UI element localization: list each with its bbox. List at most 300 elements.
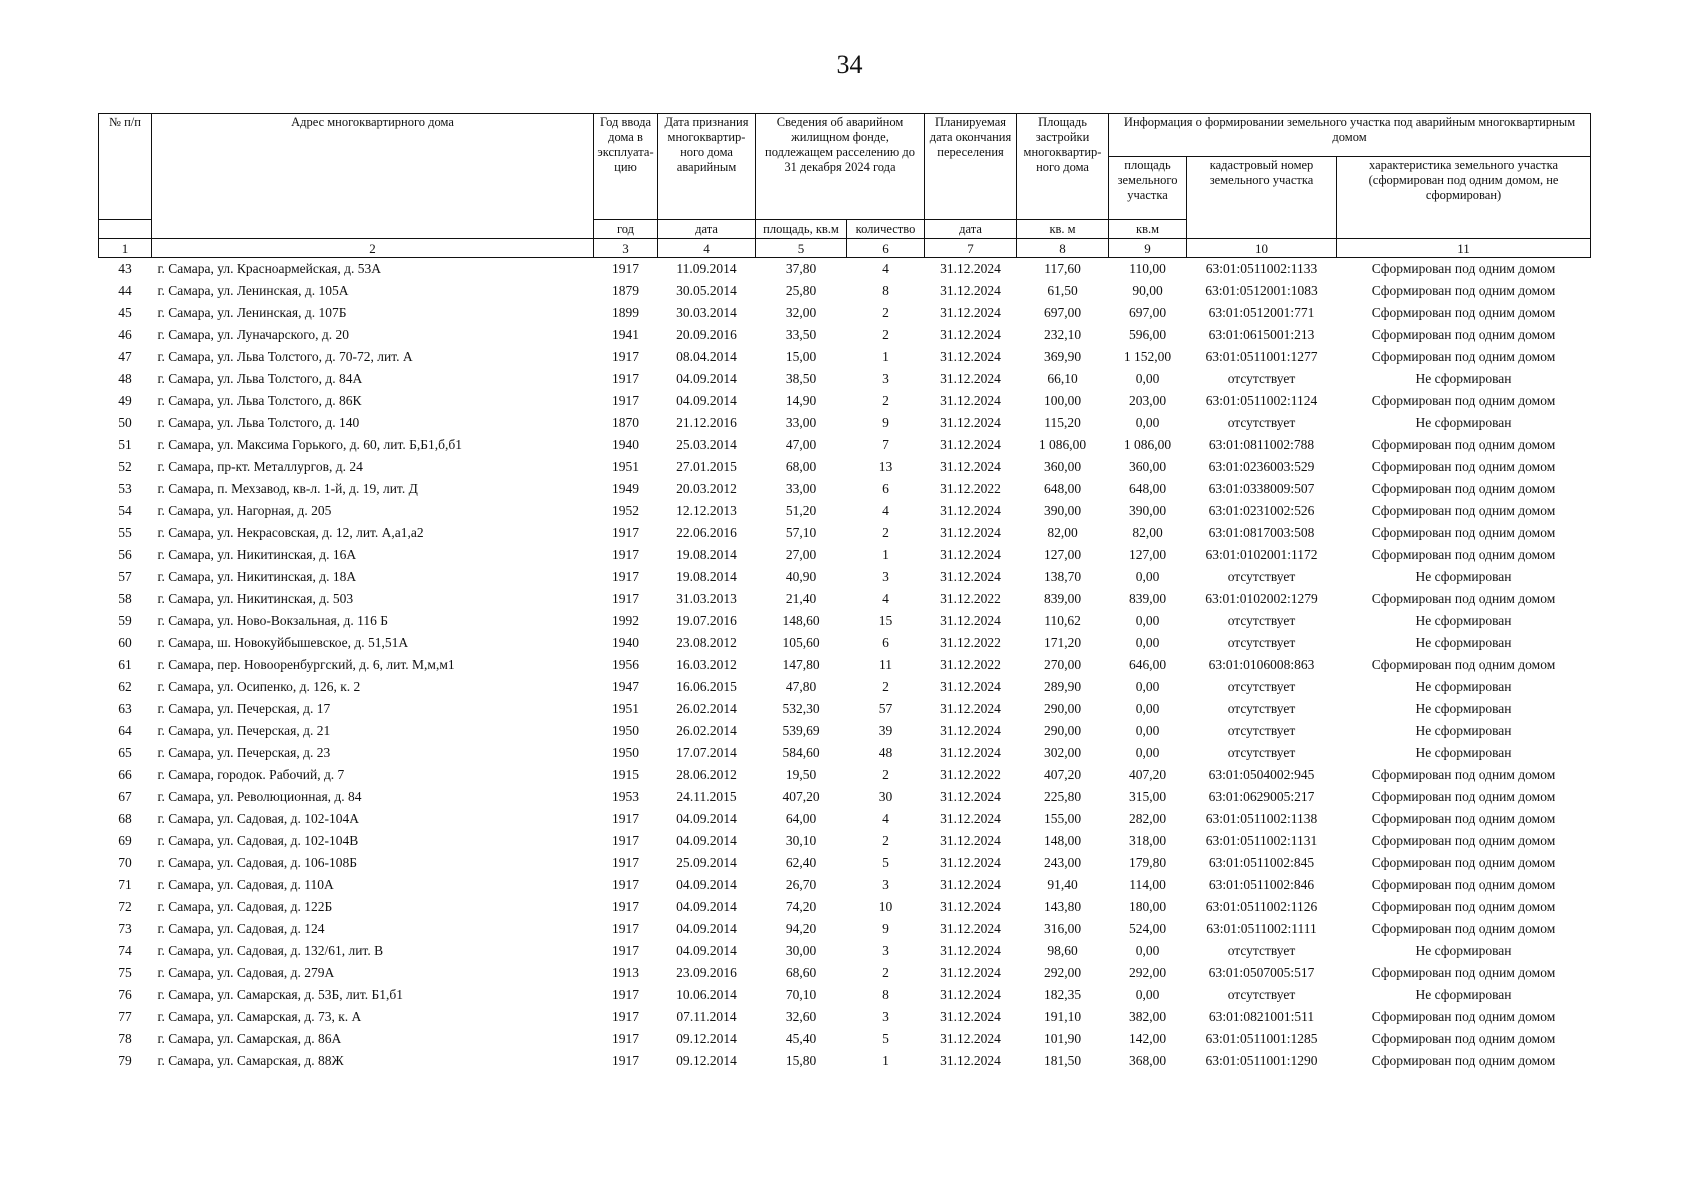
cell-address: г. Самара, городок. Рабочий, д. 7 (157, 767, 345, 782)
cell-land-area: 697,00 (1128, 305, 1167, 320)
cell-count: 2 (882, 305, 889, 320)
header-land-plot-info: Информация о формировании земельного участка под аварийным многоквартирным домом (1109, 114, 1591, 157)
cell-land-status: Сформирован под одним домом (1371, 855, 1556, 870)
cell-land-area: 179,80 (1128, 855, 1167, 870)
cell-emergency-date: 04.09.2014 (676, 371, 737, 386)
table-row (99, 962, 1591, 984)
cell-year-built: 1947 (612, 679, 639, 694)
cell-address: г. Самара, ш. Новокуйбышевское, д. 51,51А (157, 635, 409, 650)
column-number: 7 (925, 239, 1017, 258)
cell-count: 5 (882, 1031, 889, 1046)
cell-building-area: 91,40 (1047, 877, 1078, 892)
cell-cadastral-number: отсутствует (1227, 745, 1296, 760)
column-number: 5 (756, 239, 847, 258)
cell-area: 19,50 (785, 767, 817, 782)
cell-planned-date: 31.12.2022 (940, 635, 1001, 650)
cell-emergency-date: 04.09.2014 (676, 877, 737, 892)
emergency-housing-table (98, 113, 1591, 1072)
table-row (99, 412, 1591, 434)
cell-cadastral-number: отсутствует (1227, 569, 1296, 584)
table-row (99, 1006, 1591, 1028)
cell-cadastral-number: 63:01:0504002:945 (1208, 767, 1315, 782)
cell-count: 30 (878, 789, 893, 804)
cell-area: 584,60 (782, 745, 820, 760)
cell-land-status: Сформирован под одним домом (1371, 899, 1556, 914)
cell-cadastral-number: отсутствует (1227, 723, 1296, 738)
cell-land-area: 0,00 (1135, 371, 1160, 386)
cell-address: г. Самара, п. Мехзавод, кв-л. 1-й, д. 19, лит. Д (157, 481, 418, 496)
cell-land-area: 0,00 (1135, 569, 1160, 584)
cell-row-number: 46 (118, 327, 132, 342)
cell-year-built: 1992 (612, 613, 639, 628)
cell-address: г. Самара, ул. Самарская, д. 53Б, лит. Б1,б1 (157, 987, 404, 1002)
cell-land-status: Не сформирован (1415, 943, 1512, 958)
cell-area: 70,10 (785, 987, 817, 1002)
cell-land-status: Сформирован под одним домом (1371, 657, 1556, 672)
cell-land-status: Не сформирован (1415, 987, 1512, 1002)
cell-address: г. Самара, ул. Садовая, д. 102-104В (157, 833, 359, 848)
cell-land-status: Сформирован под одним домом (1371, 877, 1556, 892)
cell-year-built: 1950 (612, 745, 639, 760)
cell-row-number: 73 (118, 921, 132, 936)
cell-area: 47,00 (785, 437, 817, 452)
cell-land-status: Сформирован под одним домом (1371, 1053, 1556, 1068)
table-row (99, 258, 1591, 281)
cell-year-built: 1870 (612, 415, 639, 430)
cell-row-number: 71 (118, 877, 132, 892)
cell-row-number: 56 (118, 547, 132, 562)
cell-land-area: 524,00 (1128, 921, 1167, 936)
cell-cadastral-number: отсутствует (1227, 415, 1296, 430)
cell-year-built: 1917 (612, 1009, 639, 1024)
table-row (99, 1050, 1591, 1072)
cell-year-built: 1917 (612, 525, 639, 540)
table-row (99, 676, 1591, 698)
cell-land-status: Сформирован под одним домом (1371, 789, 1556, 804)
cell-emergency-date: 08.04.2014 (676, 349, 737, 364)
cell-count: 3 (882, 943, 889, 958)
cell-row-number: 78 (118, 1031, 132, 1046)
cell-address: г. Самара, ул. Льва Толстого, д. 140 (157, 415, 360, 430)
cell-year-built: 1917 (612, 349, 639, 364)
table-row (99, 390, 1591, 412)
cell-planned-date: 31.12.2022 (940, 591, 1001, 606)
cell-emergency-date: 23.09.2016 (676, 965, 737, 980)
cell-year-built: 1917 (612, 371, 639, 386)
cell-cadastral-number: 63:01:0511002:1124 (1205, 393, 1318, 408)
cell-land-area: 839,00 (1128, 591, 1167, 606)
cell-year-built: 1950 (612, 723, 639, 738)
cell-address: г. Самара, ул. Льва Толстого, д. 70-72, лит. А (157, 349, 413, 364)
cell-count: 4 (882, 261, 889, 276)
cell-land-area: 203,00 (1128, 393, 1167, 408)
cell-emergency-date: 21.12.2016 (676, 415, 737, 430)
cell-address: г. Самара, ул. Садовая, д. 124 (157, 921, 325, 936)
cell-planned-date: 31.12.2024 (940, 1053, 1001, 1068)
table-body (99, 258, 1591, 1073)
cell-land-area: 360,00 (1128, 459, 1167, 474)
cell-area: 38,50 (785, 371, 817, 386)
table-row (99, 852, 1591, 874)
cell-emergency-date: 31.03.2013 (676, 591, 737, 606)
cell-area: 51,20 (785, 503, 817, 518)
cell-year-built: 1917 (612, 1031, 639, 1046)
cell-count: 48 (878, 745, 893, 760)
cell-land-area: 407,20 (1128, 767, 1167, 782)
cell-emergency-date: 28.06.2012 (676, 767, 737, 782)
cell-land-area: 368,00 (1128, 1053, 1167, 1068)
cell-row-number: 50 (118, 415, 132, 430)
cell-land-status: Не сформирован (1415, 569, 1512, 584)
cell-area: 62,40 (785, 855, 817, 870)
cell-count: 1 (882, 1053, 889, 1068)
cell-building-area: 127,00 (1043, 547, 1082, 562)
cell-planned-date: 31.12.2024 (940, 283, 1001, 298)
cell-land-status: Сформирован под одним домом (1371, 833, 1556, 848)
cell-row-number: 62 (118, 679, 132, 694)
cell-emergency-date: 24.11.2015 (676, 789, 737, 804)
header-unit-planned-date: дата (925, 220, 1017, 239)
cell-cadastral-number: отсутствует (1227, 987, 1296, 1002)
cell-area: 147,80 (782, 657, 820, 672)
cell-land-status: Не сформирован (1415, 415, 1512, 430)
cell-year-built: 1941 (612, 327, 639, 342)
table-row (99, 434, 1591, 456)
cell-address: г. Самара, ул. Революционная, д. 84 (157, 789, 362, 804)
cell-cadastral-number: 63:01:0512001:1083 (1205, 283, 1318, 298)
column-number: 1 (99, 239, 152, 258)
cell-planned-date: 31.12.2024 (940, 745, 1001, 760)
cell-count: 15 (878, 613, 893, 628)
cell-cadastral-number: 63:01:0511002:1131 (1205, 833, 1318, 848)
cell-count: 57 (878, 701, 893, 716)
cell-land-status: Не сформирован (1415, 679, 1512, 694)
cell-building-area: 316,00 (1043, 921, 1082, 936)
cell-year-built: 1917 (612, 591, 639, 606)
cell-cadastral-number: 63:01:0511002:845 (1208, 855, 1315, 870)
cell-emergency-date: 19.08.2014 (676, 547, 737, 562)
cell-address: г. Самара, ул. Никитинская, д. 16А (157, 547, 357, 562)
cell-year-built: 1913 (612, 965, 639, 980)
cell-row-number: 51 (118, 437, 132, 452)
cell-emergency-date: 07.11.2014 (676, 1009, 737, 1024)
column-number: 3 (594, 239, 658, 258)
cell-land-area: 646,00 (1128, 657, 1167, 672)
cell-planned-date: 31.12.2024 (940, 261, 1001, 276)
cell-year-built: 1917 (612, 987, 639, 1002)
cell-land-area: 110,00 (1129, 261, 1166, 276)
cell-area: 64,00 (785, 811, 817, 826)
cell-count: 4 (882, 503, 889, 518)
cell-area: 105,60 (782, 635, 820, 650)
cell-row-number: 44 (118, 283, 132, 298)
column-number: 10 (1187, 239, 1337, 258)
table-row (99, 544, 1591, 566)
cell-count: 6 (882, 481, 889, 496)
cell-building-area: 697,00 (1043, 305, 1082, 320)
cell-building-area: 148,00 (1043, 833, 1082, 848)
cell-cadastral-number: 63:01:0511002:1126 (1205, 899, 1318, 914)
cell-building-area: 390,00 (1043, 503, 1082, 518)
cell-row-number: 47 (118, 349, 132, 364)
table-row (99, 654, 1591, 676)
cell-address: г. Самара, ул. Ново-Вокзальная, д. 116 Б (157, 613, 389, 628)
cell-emergency-date: 20.03.2012 (676, 481, 737, 496)
cell-area: 27,00 (785, 547, 817, 562)
cell-building-area: 839,00 (1043, 591, 1082, 606)
table-row (99, 874, 1591, 896)
cell-count: 2 (882, 679, 889, 694)
cell-count: 8 (882, 987, 889, 1002)
cell-address: г. Самара, ул. Самарская, д. 88Ж (157, 1053, 344, 1068)
cell-area: 68,60 (785, 965, 817, 980)
cell-land-status: Сформирован под одним домом (1371, 459, 1556, 474)
cell-row-number: 61 (118, 657, 132, 672)
cell-land-area: 0,00 (1135, 987, 1160, 1002)
column-number: 11 (1337, 239, 1591, 258)
cell-cadastral-number: 63:01:0231002:526 (1208, 503, 1315, 518)
cell-address: г. Самара, ул. Максима Горького, д. 60, лит. Б,Б1,б,б1 (157, 437, 463, 452)
table-row (99, 742, 1591, 764)
header-year-built: Год ввода дома в эксплуата-цию (594, 114, 658, 220)
cell-emergency-date: 30.03.2014 (676, 305, 737, 320)
cell-building-area: 292,00 (1043, 965, 1082, 980)
header-unit-area: площадь, кв.м (756, 220, 847, 239)
cell-area: 94,20 (785, 921, 817, 936)
cell-cadastral-number: 63:01:0817003:508 (1208, 525, 1315, 540)
cell-emergency-date: 17.07.2014 (676, 745, 737, 760)
cell-count: 11 (879, 657, 892, 672)
table-row (99, 918, 1591, 940)
cell-emergency-date: 04.09.2014 (676, 899, 737, 914)
header-cadastral-number: кадастровый номер земельного участка (1187, 157, 1337, 239)
cell-address: г. Самара, ул. Ленинская, д. 107Б (157, 305, 347, 320)
cell-cadastral-number: 63:01:0511002:846 (1208, 877, 1315, 892)
cell-address: г. Самара, ул. Садовая, д. 110А (157, 877, 334, 892)
cell-building-area: 243,00 (1043, 855, 1082, 870)
cell-row-number: 64 (118, 723, 132, 738)
cell-area: 33,00 (785, 415, 817, 430)
cell-cadastral-number: 63:01:0511001:1277 (1205, 349, 1318, 364)
cell-land-status: Сформирован под одним домом (1371, 481, 1556, 496)
cell-row-number: 58 (118, 591, 132, 606)
cell-count: 39 (878, 723, 893, 738)
cell-emergency-date: 12.12.2013 (676, 503, 737, 518)
table-row (99, 984, 1591, 1006)
cell-land-area: 180,00 (1128, 899, 1167, 914)
cell-address: г. Самара, ул. Льва Толстого, д. 84А (157, 371, 363, 386)
cell-area: 407,20 (782, 789, 820, 804)
cell-row-number: 60 (118, 635, 132, 650)
cell-count: 1 (882, 547, 889, 562)
cell-area: 47,80 (785, 679, 817, 694)
table-row (99, 830, 1591, 852)
cell-emergency-date: 16.06.2015 (676, 679, 737, 694)
table-row (99, 522, 1591, 544)
cell-count: 3 (882, 569, 889, 584)
cell-planned-date: 31.12.2024 (940, 701, 1001, 716)
cell-planned-date: 31.12.2024 (940, 1031, 1001, 1046)
cell-row-number: 68 (118, 811, 132, 826)
cell-land-area: 648,00 (1128, 481, 1167, 496)
cell-address: г. Самара, ул. Печерская, д. 17 (157, 701, 331, 716)
cell-emergency-date: 20.09.2016 (676, 327, 737, 342)
cell-land-status: Сформирован под одним домом (1371, 811, 1556, 826)
cell-count: 2 (882, 327, 889, 342)
cell-emergency-date: 25.09.2014 (676, 855, 737, 870)
cell-row-number: 69 (118, 833, 132, 848)
cell-row-number: 59 (118, 613, 132, 628)
cell-cadastral-number: 63:01:0106008:863 (1208, 657, 1315, 672)
cell-row-number: 70 (118, 855, 132, 870)
cell-year-built: 1917 (612, 811, 639, 826)
cell-count: 2 (882, 965, 889, 980)
table-row (99, 786, 1591, 808)
cell-row-number: 48 (118, 371, 132, 386)
cell-area: 15,80 (785, 1053, 817, 1068)
cell-emergency-date: 30.05.2014 (676, 283, 737, 298)
cell-planned-date: 31.12.2024 (940, 327, 1001, 342)
cell-building-area: 171,20 (1043, 635, 1082, 650)
cell-land-area: 390,00 (1128, 503, 1167, 518)
header-emergency-date: Дата признания многоквартир-ного дома аварийным (658, 114, 756, 220)
page-number: 34 (836, 50, 863, 79)
cell-area: 14,90 (785, 393, 817, 408)
header-emergency-fund: Сведения об аварийном жилищном фонде, подлежащем расселению до 31 декабря 2024 года (756, 114, 925, 220)
cell-emergency-date: 19.07.2016 (676, 613, 737, 628)
cell-area: 21,40 (785, 591, 817, 606)
cell-land-area: 292,00 (1128, 965, 1167, 980)
table-row (99, 302, 1591, 324)
cell-area: 74,20 (785, 899, 817, 914)
cell-emergency-date: 09.12.2014 (676, 1031, 737, 1046)
cell-planned-date: 31.12.2024 (940, 415, 1001, 430)
cell-building-area: 360,00 (1043, 459, 1082, 474)
cell-land-area: 0,00 (1135, 745, 1160, 760)
cell-cadastral-number: 63:01:0512001:771 (1208, 305, 1315, 320)
cell-planned-date: 31.12.2024 (940, 503, 1001, 518)
cell-land-status: Сформирован под одним домом (1371, 921, 1556, 936)
cell-emergency-date: 26.02.2014 (676, 723, 737, 738)
cell-emergency-date: 04.09.2014 (676, 811, 737, 826)
cell-row-number: 65 (118, 745, 132, 760)
cell-land-area: 318,00 (1128, 833, 1167, 848)
column-number: 8 (1017, 239, 1109, 258)
cell-area: 26,70 (785, 877, 817, 892)
cell-land-status: Сформирован под одним домом (1371, 1009, 1556, 1024)
cell-row-number: 52 (118, 459, 132, 474)
cell-land-area: 282,00 (1128, 811, 1167, 826)
cell-address: г. Самара, ул. Печерская, д. 23 (157, 745, 331, 760)
cell-year-built: 1940 (612, 635, 639, 650)
cell-area: 45,40 (785, 1031, 817, 1046)
cell-building-area: 101,90 (1043, 1031, 1082, 1046)
cell-emergency-date: 11.09.2014 (676, 261, 737, 276)
cell-year-built: 1917 (612, 1053, 639, 1068)
cell-year-built: 1951 (612, 701, 639, 716)
cell-address: г. Самара, ул. Осипенко, д. 126, к. 2 (157, 679, 361, 694)
cell-land-status: Не сформирован (1415, 613, 1512, 628)
cell-year-built: 1917 (612, 569, 639, 584)
header-address: Адрес многоквартирного дома (152, 114, 594, 239)
cell-land-area: 90,00 (1132, 283, 1163, 298)
cell-count: 8 (882, 283, 889, 298)
cell-cadastral-number: 63:01:0511002:1133 (1205, 261, 1318, 276)
table-row (99, 698, 1591, 720)
table-row (99, 808, 1591, 830)
cell-row-number: 75 (118, 965, 132, 980)
cell-planned-date: 31.12.2024 (940, 393, 1001, 408)
cell-area: 30,00 (785, 943, 817, 958)
cell-planned-date: 31.12.2024 (940, 833, 1001, 848)
cell-count: 13 (878, 459, 893, 474)
cell-emergency-date: 22.06.2016 (676, 525, 737, 540)
cell-cadastral-number: 63:01:0811002:788 (1208, 437, 1315, 452)
cell-building-area: 181,50 (1043, 1053, 1082, 1068)
header-unit-year: год (594, 220, 658, 239)
column-number: 4 (658, 239, 756, 258)
cell-emergency-date: 23.08.2012 (676, 635, 737, 650)
cell-year-built: 1917 (612, 393, 639, 408)
cell-emergency-date: 16.03.2012 (676, 657, 737, 672)
cell-building-area: 225,80 (1043, 789, 1082, 804)
cell-planned-date: 31.12.2022 (940, 767, 1001, 782)
cell-area: 539,69 (782, 723, 820, 738)
cell-year-built: 1952 (612, 503, 639, 518)
cell-land-status: Не сформирован (1415, 371, 1512, 386)
cell-year-built: 1917 (612, 943, 639, 958)
cell-land-status: Сформирован под одним домом (1371, 437, 1556, 452)
cell-address: г. Самара, ул. Садовая, д. 122Б (157, 899, 333, 914)
cell-building-area: 270,00 (1043, 657, 1082, 672)
cell-building-area: 369,90 (1043, 349, 1082, 364)
cell-emergency-date: 10.06.2014 (676, 987, 737, 1002)
cell-area: 148,60 (782, 613, 820, 628)
cell-land-area: 0,00 (1135, 635, 1160, 650)
cell-building-area: 61,50 (1047, 283, 1078, 298)
cell-row-number: 67 (118, 789, 132, 804)
cell-cadastral-number: отсутствует (1227, 701, 1296, 716)
cell-land-status: Сформирован под одним домом (1371, 767, 1556, 782)
cell-row-number: 43 (118, 261, 132, 276)
cell-planned-date: 31.12.2024 (940, 789, 1001, 804)
table-row (99, 500, 1591, 522)
cell-building-area: 143,80 (1043, 899, 1082, 914)
cell-count: 2 (882, 393, 889, 408)
cell-emergency-date: 19.08.2014 (676, 569, 737, 584)
cell-planned-date: 31.12.2024 (940, 965, 1001, 980)
cell-address: г. Самара, ул. Самарская, д. 86А (157, 1031, 342, 1046)
cell-land-area: 82,00 (1132, 525, 1163, 540)
header-unit-blank (99, 220, 152, 239)
cell-year-built: 1917 (612, 833, 639, 848)
header-unit-count: количество (847, 220, 925, 239)
cell-emergency-date: 27.01.2015 (676, 459, 737, 474)
cell-cadastral-number: 63:01:0511002:1138 (1205, 811, 1318, 826)
cell-land-status: Сформирован под одним домом (1371, 261, 1556, 276)
header-unit-date: дата (658, 220, 756, 239)
cell-land-area: 0,00 (1135, 679, 1160, 694)
cell-cadastral-number: 63:01:0615001:213 (1208, 327, 1315, 342)
cell-year-built: 1917 (612, 261, 639, 276)
cell-land-status: Сформирован под одним домом (1371, 393, 1556, 408)
cell-area: 40,90 (785, 569, 817, 584)
cell-cadastral-number: 63:01:0102001:1172 (1205, 547, 1318, 562)
cell-area: 33,00 (785, 481, 817, 496)
table-row (99, 632, 1591, 654)
cell-year-built: 1917 (612, 877, 639, 892)
cell-row-number: 63 (118, 701, 132, 716)
